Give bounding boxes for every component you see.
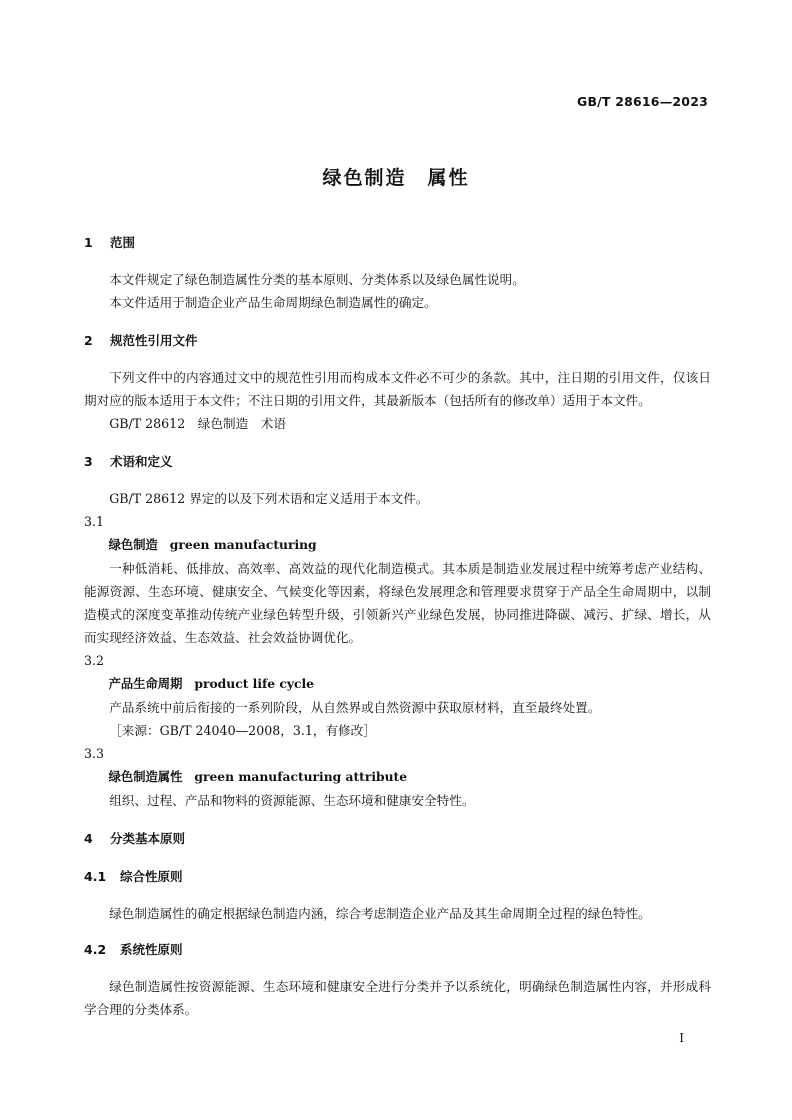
term-definition: 一种低消耗、低排放、高效率、高效益的现代化制造模式。其本质是制造业发展过程中统筹考虑产业结构、能源资源、生态环境、健康安全、气候变化等因素，将绿色发展理念和管理要求贯穿于产品全生命周期中，以制造模式的深度变革推动传统产业绿色转型升级，引领新兴产业绿色发展，协同推进降碳、减污、扩绿、增长，从而实现经济效益、生态效益、社会效益协调优化。 xyxy=(84,561,711,645)
term-en: green manufacturing xyxy=(169,537,317,552)
paragraph: 绿色制造属性的确定根据绿色制造内涵，综合考虑制造企业产品及其生命周期全过程的绿色特性。 xyxy=(109,906,651,921)
section-heading-4 xyxy=(84,828,711,850)
section-title: 范围 xyxy=(110,235,136,250)
term-number: 3.1 xyxy=(84,514,105,529)
section-number: 2 xyxy=(84,333,93,348)
document-title: 绿色制造 属性 xyxy=(322,167,470,189)
subsection-heading-4-2 xyxy=(84,939,711,961)
paragraph: 本文件适用于制造企业产品生命周期绿色制造属性的确定。 xyxy=(109,295,437,310)
term-en: product life cycle xyxy=(194,676,315,691)
paragraph: 本文件规定了绿色制造属性分类的基本原则、分类体系以及绿色属性说明。 xyxy=(109,272,525,287)
subsection-title: 系统性原则 xyxy=(120,942,183,957)
term-zh: 绿色制造 xyxy=(108,538,158,552)
section-title: 术语和定义 xyxy=(110,454,173,469)
term-source: ［来源：GB/T 24040—2008，3.1，有修改］ xyxy=(109,723,376,738)
term-number: 3.2 xyxy=(84,653,105,668)
term-zh: 产品生命周期 xyxy=(108,677,183,691)
section-number: 3 xyxy=(84,454,93,469)
term-heading xyxy=(84,672,711,696)
subsection-title: 综合性原则 xyxy=(120,869,183,884)
document-body xyxy=(84,232,711,1021)
section-title: 分类基本原则 xyxy=(110,831,186,846)
term-definition: 产品系统中前后衔接的一系列阶段，从自然界或自然资源中获取原材料，直至最终处置。 xyxy=(109,700,601,715)
subsection-number: 4.2 xyxy=(84,942,107,957)
paragraph: 下列文件中的内容通过文中的规范性引用而构成本文件必不可少的条款。其中，注日期的引用文件，仅该日期对应的版本适用于本文件；不注日期的引用文件，其最新版本（包括所有的修改单）适用于本文件。 xyxy=(84,370,711,408)
standard-number: GB/T 28616—2023 xyxy=(576,94,708,109)
paragraph: GB/T 28612 界定的以及下列术语和定义适用于本文件。 xyxy=(109,491,429,506)
page-number: I xyxy=(679,1031,684,1045)
subsection-number: 4.1 xyxy=(84,869,107,884)
normative-reference: GB/T 28612 绿色制造 术语 xyxy=(109,416,286,431)
term-en: green manufacturing attribute xyxy=(194,769,408,784)
term-number: 3.3 xyxy=(84,746,105,761)
section-number: 1 xyxy=(84,235,93,250)
subsection-heading-4-1 xyxy=(84,866,711,888)
section-title: 规范性引用文件 xyxy=(110,333,198,348)
term-heading xyxy=(84,533,711,557)
paragraph: 绿色制造属性按资源能源、生态环境和健康安全进行分类并予以系统化，明确绿色制造属性内容，并形成科学合理的分类体系。 xyxy=(84,979,711,1017)
section-heading-3 xyxy=(84,451,711,473)
term-definition: 组织、过程、产品和物料的资源能源、生态环境和健康安全特性。 xyxy=(109,793,475,808)
section-heading-2 xyxy=(84,330,711,352)
section-heading-1 xyxy=(84,232,711,254)
term-heading xyxy=(84,765,711,789)
section-number: 4 xyxy=(84,831,93,846)
term-zh: 绿色制造属性 xyxy=(108,770,183,784)
